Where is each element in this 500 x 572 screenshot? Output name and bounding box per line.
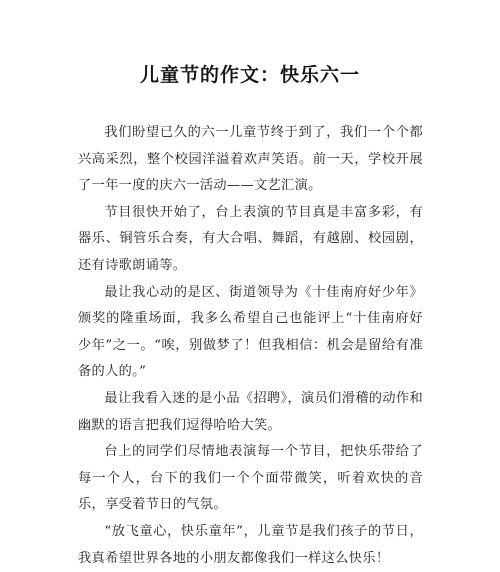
paragraph-2: 节目很快开始了，台上表演的节目真是丰富多彩，有器乐、铜管乐合奏，有大合唱、舞蹈，有越剧、校园剧，还有诗歌朗诵等。 xyxy=(78,204,423,273)
document-title: 儿童节的作文：快乐六一 xyxy=(139,64,360,86)
paragraph-1: 我们盼望已久的六一儿童节终于到了，我们一个个都兴高采烈，整个校园洋溢着欢声笑语。前一天，学校开展了一年一度的庆六一活动——文艺汇演。 xyxy=(78,125,423,194)
paragraph-6: “放飞童心，快乐童年”，儿童节是我们孩子的节日，我真希望世界各地的小朋友都像我们一样这么快乐！ xyxy=(78,523,423,566)
paragraph-4: 最让我看入迷的是小品《招聘》，演员们滑稽的动作和幽默的语言把我们逗得哈哈大笑。 xyxy=(78,390,423,433)
paragraph-5: 台上的同学们尽情地表演每一个节目，把快乐带给了每一个人，台下的我们一个个面带微笑，听着欢快的音乐，享受着节日的气氛。 xyxy=(78,444,423,513)
paragraph-3: 最让我心动的是区、街道领导为《十佳南府好少年》颁奖的隆重场面，我多么希望自己也能评上“十佳南府好少年”之一。“唉，别做梦了！但我相信：机会是留给有准备的人的。” xyxy=(78,284,423,380)
document-body xyxy=(78,120,423,572)
